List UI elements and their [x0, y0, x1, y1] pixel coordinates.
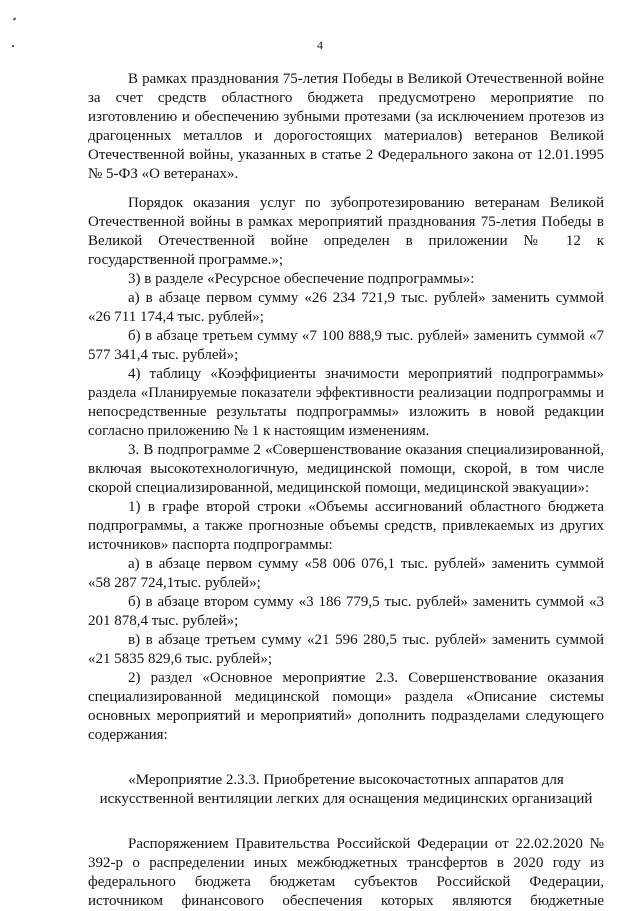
- scan-artifact: [12, 45, 14, 47]
- paragraph-funding-row: 1) в графе второй строки «Объемы ассигнований областного бюджета подпрограммы, а также прогнозные объемы средств, привлекаемых из других источников» паспорта подпрограммы:: [88, 499, 604, 553]
- document-body: [88, 70, 604, 911]
- page-number: 4: [317, 38, 323, 52]
- paragraph-government-order: Распоряжением Правительства Российской Федерации от 22.02.2020 № 392-р о распределении иных межбюджетных трансфертов в 2020 году из федерального бюджета бюджетам субъектов Российской Федерации, источником финансового обеспечения которых являются бюджетные: [88, 836, 604, 909]
- paragraph-subprogram-2: 3. В подпрограмме 2 «Совершенствование оказания специализированной, включая высокотехнологичную, медицинской помощи, скорой, в том числе скорой специализированной, медицинской помощи, медицинской эвакуации»:: [88, 442, 604, 496]
- paragraph-amount-c-2: в) в абзаце третьем сумму «21 596 280,5 тыс. рублей» заменить суммой «21 5835 829,6 тыс. рублей»;: [88, 632, 604, 667]
- paragraph-amount-b: б) в абзаце третьем сумму «7 100 888,9 тыс. рублей» заменить суммой «7 577 341,4 тыс. рублей»;: [88, 328, 604, 363]
- paragraph-amount-a: а) в абзаце первом сумму «26 234 721,9 тыс. рублей» заменить суммой «26 711 174,4 тыс. рублей»;: [88, 290, 604, 325]
- scan-artifact: [13, 17, 17, 20]
- paragraph-amount-b-2: б) в абзаце втором сумму «3 186 779,5 тыс. рублей» заменить суммой «3 201 878,4 тыс. рублей»;: [88, 594, 604, 629]
- section-heading: «Мероприятие 2.3.3. Приобретение высокочастотных аппаратов для искусственной вентиляции легких для оснащения медицинских организаций: [99, 772, 593, 807]
- paragraph-main-activity: 2) раздел «Основное мероприятие 2.3. Совершенствование оказания специализированной медицинской помощи» раздела «Описание системы основных мероприятий и мероприятий» дополнить подразделами следующего содержания:: [88, 670, 604, 743]
- paragraph-coefficients-table: 4) таблицу «Коэффициенты значимости мероприятий подпрограммы» раздела «Планируемые показатели эффективности реализации подпрограммы и непосредственные результаты подпрограммы» изложить в новой редакции согласно приложению № 1 к настоящим изменениям.: [88, 366, 604, 439]
- paragraph-dental-procedure: Порядок оказания услуг по зубопротезированию ветеранам Великой Отечественной войны в рамках мероприятий празднования 75-летия Победы в Великой Отечественной войне определен в приложении № 12 к государственной программе.»;: [88, 195, 604, 268]
- paragraph-dental-program: В рамках празднования 75-летия Победы в Великой Отечественной войне за счет средств областного бюджета предусмотрено мероприятие по изготовлению и обеспечению зубными протезами (за исключением протезов из драгоценных металлов и дорогостоящих материалов) ветеранов Великой Отечественной войны, указанных в статье 2 Федерального закона от 12.01.1995 № 5-ФЗ «О ветеранах».: [88, 71, 604, 182]
- paragraph-resource-section: 3) в разделе «Ресурсное обеспечение подпрограммы»:: [128, 271, 475, 287]
- paragraph-amount-a-2: а) в абзаце первом сумму «58 006 076,1 тыс. рублей» заменить суммой «58 287 724,1тыс. рублей»;: [88, 556, 604, 591]
